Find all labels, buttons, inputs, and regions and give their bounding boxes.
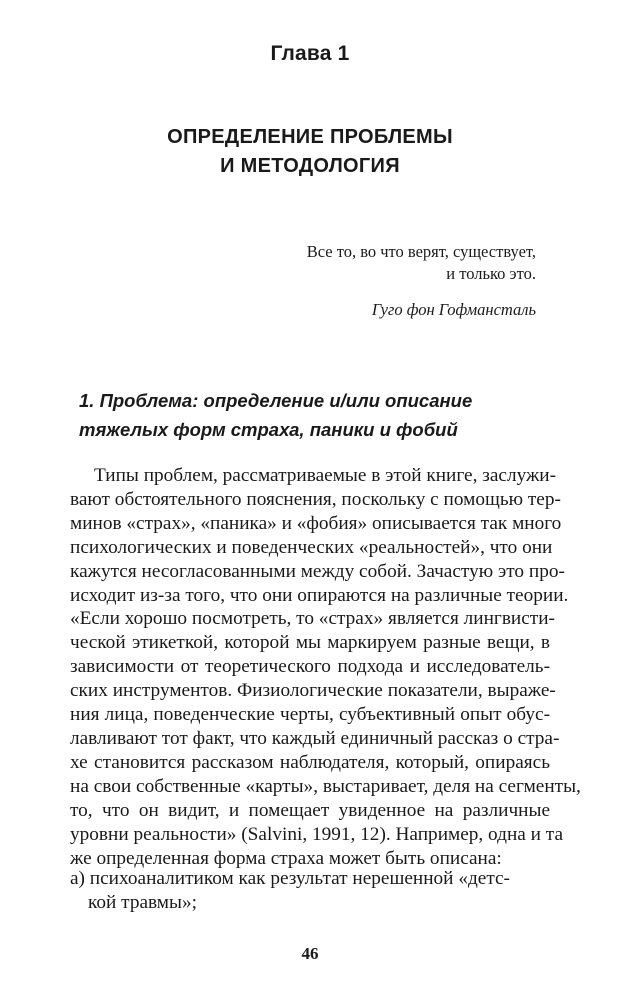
list-item-a-line-2: кой травмы»; — [88, 892, 197, 913]
body-line: же определенная форма страха может быть описана: — [70, 847, 502, 869]
section-heading-line-2: тяжелых форм страха, паники и фобий — [79, 419, 458, 440]
section-heading-line-1: 1. Проблема: определение и/или описание — [79, 390, 473, 411]
body-line: ния лица, поведенческие черты, субъективный опыт обус- — [70, 704, 550, 726]
epigraph — [307, 241, 536, 321]
body-line: исходит из-за того, что они опираются на различные теории. — [70, 584, 569, 606]
chapter-title-line-2: И МЕТОДОЛОГИЯ — [220, 155, 400, 177]
body-line: уровни реальности» (Salvini, 1991, 12). Например, одна и та — [70, 823, 563, 845]
body-line: ческой этикеткой, которой мы маркируем разные вещи, в — [70, 632, 550, 654]
body-line: ских инструментов. Физиологические показатели, выраже- — [70, 680, 556, 702]
epigraph-line-1: Все то, во что верят, существует, — [306, 242, 536, 261]
chapter-label: Глава 1 — [270, 42, 350, 65]
epigraph-line-2: и только это. — [446, 264, 536, 283]
body-line: минов «страх», «паника» и «фобия» описывается так много — [70, 512, 562, 534]
list-item-a — [70, 867, 550, 915]
body-paragraph — [70, 464, 581, 870]
page-number: 46 — [301, 944, 319, 963]
body-line: лавливают тот факт, что каждый единичный рассказ о стра- — [70, 727, 560, 749]
body-line: психологических и поведенческих «реальностей», что они — [70, 536, 553, 558]
chapter-title — [0, 123, 620, 181]
body-line: то, что он видит, и помещает увиденное на различные — [70, 799, 550, 821]
body-line: вают обстоятельного пояснения, поскольку с помощью тер- — [70, 488, 561, 510]
body-line: хе становится рассказом наблюдателя, который, опираясь — [70, 751, 550, 773]
epigraph-author: Гуго фон Гофмансталь — [371, 300, 536, 319]
chapter-title-line-1: ОПРЕДЕЛЕНИЕ ПРОБЛЕМЫ — [167, 126, 453, 148]
body-line: кажутся несогласованными между собой. Зачастую это про- — [70, 560, 565, 582]
list-item-a-line-1: а) психоаналитиком как результат нерешенной «детс- — [70, 868, 510, 889]
section-heading — [79, 386, 472, 444]
body-line: зависимости от теоретического подхода и исследователь- — [70, 656, 550, 678]
body-line: Типы проблем, рассматриваемые в этой книге, заслужи- — [94, 465, 557, 486]
body-line: «Если хорошо посмотреть, то «страх» является лингвисти- — [70, 608, 555, 630]
body-line: на свои собственные «карты», выстаривает, деля на сегменты, — [70, 775, 581, 797]
